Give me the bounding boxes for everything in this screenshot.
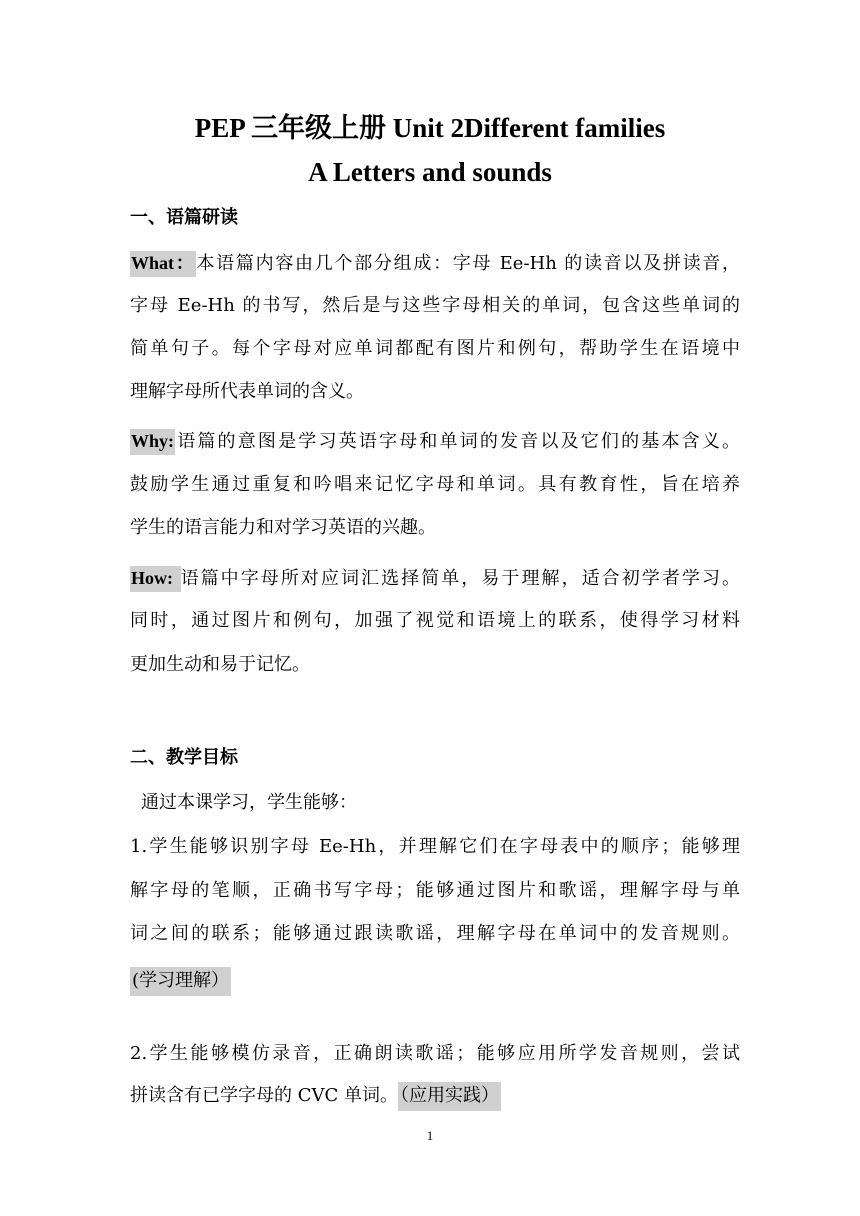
how-paragraph-line: How: 语篇中字母所对应词汇选择简单，易于理解，适合初学者学习。 bbox=[130, 563, 740, 594]
what-paragraph-line: 字母 Ee-Hh 的书写，然后是与这些字母相关的单词，包含这些单词的 bbox=[130, 295, 740, 316]
why-paragraph-line: Why:语篇的意图是学习英语字母和单词的发音以及它们的基本含义。 bbox=[130, 426, 740, 457]
goal-2-line: 2.学生能够模仿录音，正确朗读歌谣；能够应用所学发音规则，尝试 bbox=[130, 1043, 740, 1064]
what-paragraph-line: 理解字母所代表单词的含义。 bbox=[130, 381, 364, 402]
goal-1-line: 词之间的联系；能够通过跟读歌谣，理解字母在单词中的发音规则。 bbox=[130, 923, 740, 944]
goals-intro: 通过本课学习，学生能够： bbox=[141, 792, 357, 813]
document-subtitle: A Letters and sounds bbox=[308, 157, 552, 187]
goal-1-tag: (学习理解） bbox=[130, 967, 231, 996]
goal-2-tag: （应用实践） bbox=[398, 1082, 501, 1111]
how-label: How: bbox=[130, 566, 181, 592]
why-label: Why: bbox=[130, 429, 175, 455]
what-paragraph-line: What：本语篇内容由几个部分组成：字母 Ee-Hh 的读音以及拼读音， bbox=[130, 248, 740, 279]
how-paragraph-line: 同时，通过图片和例句，加强了视觉和语境上的联系，使得学习材料 bbox=[130, 610, 740, 631]
goal-1-line: 1.学生能够识别字母 Ee-Hh，并理解它们在字母表中的顺序；能够理 bbox=[130, 836, 740, 857]
section-heading-reading: 一、语篇研读 bbox=[130, 207, 238, 228]
what-label: What： bbox=[130, 251, 196, 277]
goal-2-line: 拼读含有已学字母的 CVC 单词。 （应用实践） bbox=[130, 1081, 740, 1111]
goal-1-line: 解字母的笔顺，正确书写字母；能够通过图片和歌谣，理解字母与单 bbox=[130, 880, 740, 901]
why-paragraph-line: 学生的语言能力和对学习英语的兴趣。 bbox=[130, 517, 436, 538]
document-title: PEP 三年级上册 Unit 2Different families bbox=[194, 113, 666, 143]
how-paragraph-line: 更加生动和易于记忆。 bbox=[130, 654, 310, 675]
goal-1-tag-line bbox=[130, 966, 740, 996]
section-heading-goals: 二、教学目标 bbox=[130, 747, 238, 768]
why-paragraph-line: 鼓励学生通过重复和吟唱来记忆字母和单词。具有教育性，旨在培养 bbox=[130, 474, 740, 495]
page-number: 1 bbox=[426, 1128, 434, 1143]
what-paragraph-line: 简单句子。每个字母对应单词都配有图片和例句，帮助学生在语境中 bbox=[130, 338, 740, 359]
